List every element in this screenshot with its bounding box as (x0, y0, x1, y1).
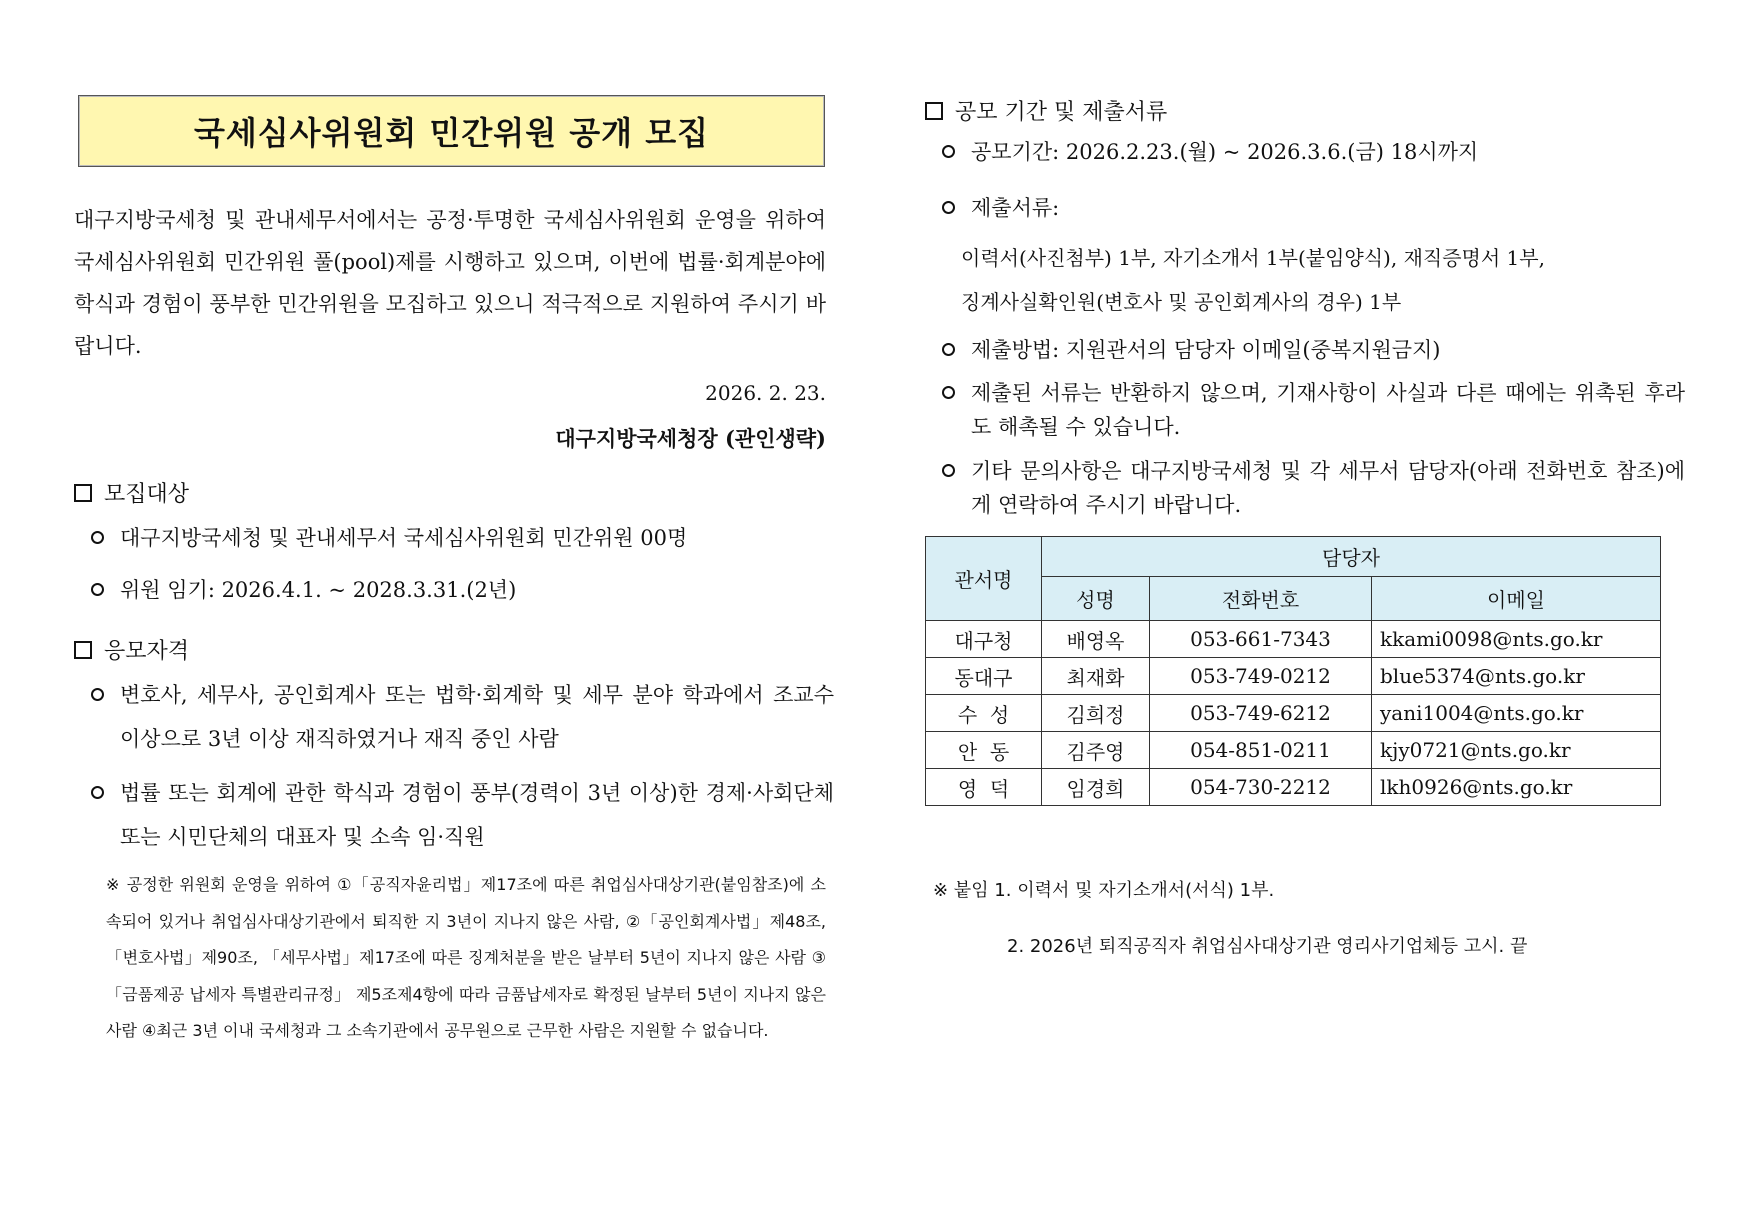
table-row: 안 동 김주영 054-851-0211 kjy0721@nts.go.kr (926, 732, 1661, 769)
checkbox-square-icon (925, 102, 943, 120)
left-column (74, 95, 834, 1050)
qualification-note: ※ 공정한 위원회 운영을 위하여 ①「공직자윤리법」제17조에 따른 취업심사대상기관(붙임참조)에 소속되어 있거나 취업심사대상기관에서 퇴직한 지 3년이 지나지 않은 사람, ②「공인회계사법」제48조, 「변호사법」제90조, 「세무사법」제17조에 따른 징계처분을 받은 날부터 5년이 지나지 않은 사람 ③ 「금품제공 납세자 특별관리규정」 제5조제4항에 따라 금품납세자로 확정된 날부터 5년이 지나지 않은 사람 ④최근 3년 이내 국세청과 그 소속기관에서 공무원으로 근무한 사람은 지원할 수 없습니다. (106, 875, 826, 1040)
intro-paragraph: 대구지방국세청 및 관내세무서에서는 공정·투명한 국세심사위원회 운영을 위하여 국세심사위원회 민간위원 풀(pool)제를 시행하고 있으며, 이번에 법률·회계분야에 학식과 경험이 풍부한 민간위원을 모집하고 있으니 적극적으로 지원하여 주시기 바랍니다. (74, 208, 826, 358)
table-row: 대구청 배영옥 053-661-7343 kkami0098@nts.go.kr (926, 621, 1661, 658)
right-column (925, 95, 1685, 958)
circle-bullet-icon (925, 130, 971, 174)
circle-bullet-icon (74, 771, 120, 859)
circle-bullet-icon (925, 454, 971, 522)
checkbox-square-icon (74, 641, 92, 659)
circle-bullet-icon (925, 186, 971, 230)
recruit-item: 위원 임기: 2026.4.1. ~ 2028.3.31.(2년) (74, 568, 834, 612)
col-name-header: 성명 (1042, 577, 1150, 621)
docs-list: 이력서(사진첨부) 1부, 자기소개서 1부(붙임양식), 재직증명서 1부, 징계사실확인원(변호사 및 공인회계사의 경우) 1부 (961, 246, 1545, 314)
circle-bullet-icon (925, 376, 971, 444)
table-row: 수 성 김희정 053-749-6212 yani1004@nts.go.kr (926, 695, 1661, 732)
checkbox-square-icon (74, 484, 92, 502)
section-qualification-title: 응모자격 (104, 639, 190, 664)
col-office-header: 관서명 (926, 537, 1042, 621)
circle-bullet-icon (74, 673, 120, 761)
section-period-title: 공모 기간 및 제출서류 (955, 100, 1168, 125)
period-item: 공모기간: 2026.2.23.(월) ~ 2026.3.6.(금) 18시까지 (925, 130, 1685, 174)
qualification-item: 법률 또는 회계에 관한 학식과 경험이 풍부(경력이 3년 이상)한 경제·사회단체 또는 시민단체의 대표자 및 소속 임·직원 (74, 771, 834, 859)
circle-bullet-icon (74, 568, 120, 612)
return-item: 제출된 서류는 반환하지 않으며, 기재사항이 사실과 다른 때에는 위촉된 후라도 해촉될 수 있습니다. (925, 376, 1685, 444)
page-title: 국세심사위원회 민간위원 공개 모집 (78, 95, 825, 167)
circle-bullet-icon (925, 328, 971, 372)
attachment-line-1: ※ 붙임 1. 이력서 및 자기소개서(서식) 1부. (933, 880, 1275, 901)
col-phone-header: 전화번호 (1150, 577, 1372, 621)
table-row: 동대구 최재화 053-749-0212 blue5374@nts.go.kr (926, 658, 1661, 695)
recruit-item: 대구지방국세청 및 관내세무서 국세심사위원회 민간위원 00명 (74, 516, 834, 560)
table-row: 영 덕 임경희 054-730-2212 lkh0926@nts.go.kr (926, 769, 1661, 806)
signer: 대구지방국세청장 (관인생략) (555, 426, 826, 451)
contact-table (925, 536, 1661, 806)
section-period-heading (925, 95, 1685, 126)
docs-item: 제출서류: (925, 186, 1685, 230)
section-recruit-title: 모집대상 (104, 482, 190, 507)
section-qualification-heading (74, 634, 834, 665)
announcement-date: 2026. 2. 23. (705, 381, 826, 405)
attachment-line-2: 2. 2026년 퇴직공직자 취업심사대상기관 영리사기업체등 고시. 끝 (1007, 936, 1528, 957)
table-header-row (926, 537, 1661, 577)
section-recruit-heading (74, 477, 834, 508)
method-item: 제출방법: 지원관서의 담당자 이메일(중복지원금지) (925, 328, 1685, 372)
inquiry-item: 기타 문의사항은 대구지방국세청 및 각 세무서 담당자(아래 전화번호 참조)에게 연락하여 주시기 바랍니다. (925, 454, 1685, 522)
circle-bullet-icon (74, 516, 120, 560)
col-contact-header: 담당자 (1042, 537, 1661, 577)
col-email-header: 이메일 (1372, 577, 1661, 621)
qualification-item: 변호사, 세무사, 공인회계사 또는 법학·회계학 및 세무 분야 학과에서 조교수 이상으로 3년 이상 재직하였거나 재직 중인 사람 (74, 673, 834, 761)
